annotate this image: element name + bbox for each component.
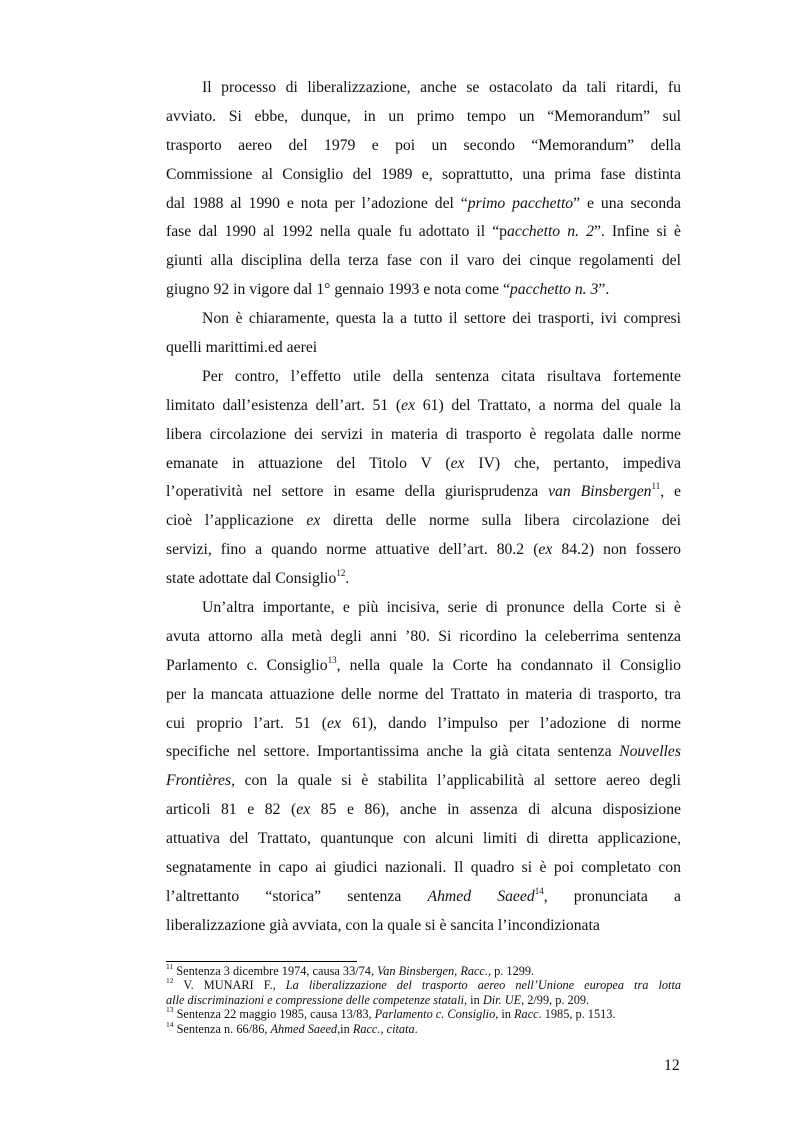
text-run: avuta attorno alla metà degli anni ’80. Si ricordino la celeberrima sentenza <box>166 627 681 645</box>
italic-text: Ahmed Saeed, <box>270 1021 341 1036</box>
text-line <box>166 218 681 247</box>
text-run: trasporto aereo del 1979 e poi un secondo “Memorandum” della <box>166 136 681 154</box>
text-line <box>166 796 681 825</box>
text-line <box>166 74 681 103</box>
text-run: quelli marittimi.ed aerei <box>166 339 318 357</box>
text-line <box>166 710 681 739</box>
text-line <box>166 190 681 219</box>
text-run: servizi, fino a quando norme attuative dell’art. 80.2 ( <box>166 541 539 559</box>
text-line <box>166 767 681 796</box>
text-run: segnatamente in capo ai giudici nazionali. Il quadro si è poi completato con <box>166 859 681 877</box>
italic-text: ex <box>296 801 311 819</box>
text-run: cioè l’applicazione <box>166 512 307 530</box>
text-run: specifiche nel settore. Importantissima anche la già citata sentenza <box>166 743 620 761</box>
footnote-ref: 14 <box>166 1019 174 1029</box>
text-run: cui proprio l’art. 51 ( <box>166 714 328 732</box>
paragraph <box>166 363 681 594</box>
text-line <box>166 854 681 883</box>
text-line <box>166 276 681 305</box>
footnote-separator <box>166 961 357 962</box>
italic-text: alle discriminazioni e compressione delle competenze statali, <box>166 992 468 1007</box>
italic-text: primo pacchetto <box>467 194 574 212</box>
text-run: libera circolazione dei servizi in materia di trasporto è regolata dalle norme <box>166 425 681 443</box>
text-run: , con la quale si è stabilita l’applicabilità al settore aereo degli <box>231 772 681 790</box>
text-run: 85 e 86), anche in assenza di alcuna disposizione <box>310 801 681 819</box>
paragraph <box>166 594 681 941</box>
text-run: p. 1299. <box>491 964 535 978</box>
footnote-line <box>166 1019 681 1036</box>
text-line <box>166 450 681 479</box>
italic-text: La liberalizzazione del trasporto aereo nell’Unione europea tra lotta <box>285 978 682 993</box>
text-line <box>166 421 681 450</box>
page-number: 12 <box>664 1057 680 1074</box>
text-run: Non è chiaramente, questa la a tutto il settore dei trasporti, ivi compresi <box>202 310 681 328</box>
text-run: in <box>498 1007 515 1022</box>
text-run: in <box>467 992 483 1007</box>
text-line <box>166 103 681 132</box>
text-run: ”. <box>598 281 610 299</box>
text-line <box>166 507 681 536</box>
italic-text: Nouvelles <box>619 743 681 761</box>
text-run: l’operatività nel settore in esame della giurisprudenza <box>166 483 549 501</box>
italic-text: Racc <box>514 1007 539 1022</box>
text-run: giunti alla disciplina della terza fase con il varo dei cinque regolamenti del <box>166 252 681 270</box>
text-line <box>166 825 681 854</box>
text-run: 84.2) non fossero <box>552 541 681 559</box>
text-run: emanate in attuazione del Titolo V ( <box>166 454 451 472</box>
text-run: avviato. Si ebbe, dunque, in un primo tempo un “Memorandum” sul <box>166 107 681 125</box>
text-run: Parlamento c. Consiglio <box>166 656 328 674</box>
text-run: liberalizzazione già avviata, con la quale si è sancita l’incondizionata <box>166 916 600 934</box>
text-line <box>166 478 681 507</box>
text-run: 2/99, p. 209. <box>524 992 590 1007</box>
text-run: IV) che, pertanto, impediva <box>464 454 682 472</box>
text-run: dal 1988 al 1990 e nota per l’adozione del “ <box>166 194 468 212</box>
italic-text: Parlamento c. Consiglio, <box>374 1007 499 1022</box>
footnote-ref: 11 <box>166 961 174 971</box>
text-run: giugno 92 in vigore dal 1° gennaio 1993 e nota come “ <box>166 281 510 299</box>
italic-text: ex <box>538 541 553 559</box>
footnote-ref: 11 <box>651 481 661 492</box>
text-line <box>166 334 681 363</box>
text-run: fase dal 1990 al 1992 nella quale fu adottato il “p <box>166 223 508 241</box>
footnote-ref: 14 <box>534 885 544 896</box>
body-text <box>166 74 681 941</box>
text-run: 61) del Trattato, a norma del quale la <box>415 396 681 414</box>
italic-text: ex <box>401 396 416 414</box>
italic-text: van Binsbergen <box>548 483 652 501</box>
footnote-line <box>166 993 681 1007</box>
text-run: l’altrettanto “storica” sentenza <box>166 887 428 905</box>
text-run: V. MUNARI F., <box>173 978 286 993</box>
italic-text: Dir. UE, <box>482 992 525 1007</box>
footnote-line <box>166 978 681 992</box>
text-run: , e <box>660 483 681 501</box>
text-run: limitato dall’esistenza dell’art. 51 ( <box>166 396 402 414</box>
text-run: ”. Infine si è <box>593 223 681 241</box>
text-line <box>166 161 681 190</box>
footnote-ref: 13 <box>166 1005 174 1015</box>
text-run: Il processo di liberalizzazione, anche se ostacolato da tali ritardi, fu <box>202 79 681 96</box>
italic-text: Van Binsbergen, Racc., <box>377 964 492 978</box>
footnote-ref: 12 <box>336 567 346 578</box>
text-line <box>166 536 681 565</box>
text-run: Sentenza 22 maggio 1985, causa 13/83, <box>173 1007 375 1022</box>
text-line <box>166 912 681 941</box>
text-run: Un’altra importante, e più incisiva, serie di pronunce della Corte si è <box>202 599 681 617</box>
footnote-line <box>166 1007 681 1021</box>
text-run: , pronunciata a <box>543 887 682 905</box>
text-run: , nella quale la Corte ha condannato il Consiglio <box>336 656 682 674</box>
paragraph <box>166 305 681 363</box>
text-line <box>166 247 681 276</box>
text-run: 61), dando l’impulso per l’adozione di norme <box>340 714 681 732</box>
text-line <box>166 883 681 912</box>
italic-text: Frontières <box>166 772 232 790</box>
text-line <box>166 594 681 623</box>
italic-text: Ahmed Saeed <box>427 887 535 905</box>
text-run: Per contro, l’effetto utile della sentenza citata risultava fortemente <box>202 367 681 385</box>
text-line <box>166 132 681 161</box>
text-line <box>166 305 681 334</box>
italic-text: ex <box>450 454 465 472</box>
text-run: . 1985, p. 1513. <box>538 1007 616 1022</box>
text-run: per la mancata attuazione delle norme del Trattato in materia di trasporto, tra <box>166 685 681 703</box>
text-run: attuativa del Trattato, quantunque con alcuni limiti di diretta applicazione, <box>166 830 681 848</box>
text-run: state adottate dal Consiglio <box>166 570 337 588</box>
footnote-ref: 12 <box>166 976 174 986</box>
footnotes <box>166 961 682 1036</box>
footnote-ref: 13 <box>327 654 337 665</box>
italic-text: acchetto n. 2 <box>507 223 594 241</box>
text-line <box>166 681 681 710</box>
italic-text: Racc., citata <box>352 1021 415 1036</box>
italic-text: ex <box>327 714 341 732</box>
text-line <box>166 738 681 767</box>
text-line <box>166 363 681 392</box>
footnote-line <box>166 961 681 978</box>
text-line <box>166 565 681 594</box>
text-run: . <box>345 570 350 588</box>
text-run: articoli 81 e 82 ( <box>166 801 297 819</box>
text-run: . <box>414 1021 418 1036</box>
text-run: Sentenza n. 66/86, <box>173 1021 271 1036</box>
text-line <box>166 652 681 681</box>
paragraph <box>166 74 681 305</box>
text-run: Sentenza 3 dicembre 1974, causa 33/74, <box>173 964 378 978</box>
text-run: Commissione al Consiglio del 1989 e, soprattutto, una prima fase distinta <box>166 165 681 183</box>
text-line <box>166 623 681 652</box>
italic-text: pacchetto n. 3 <box>509 281 599 299</box>
text-run: diretta delle norme sulla libera circolazione dei <box>320 512 681 530</box>
text-line <box>166 392 681 421</box>
text-run: ” e una seconda <box>573 194 681 212</box>
italic-text: ex <box>306 512 321 530</box>
text-run: in <box>340 1021 353 1036</box>
